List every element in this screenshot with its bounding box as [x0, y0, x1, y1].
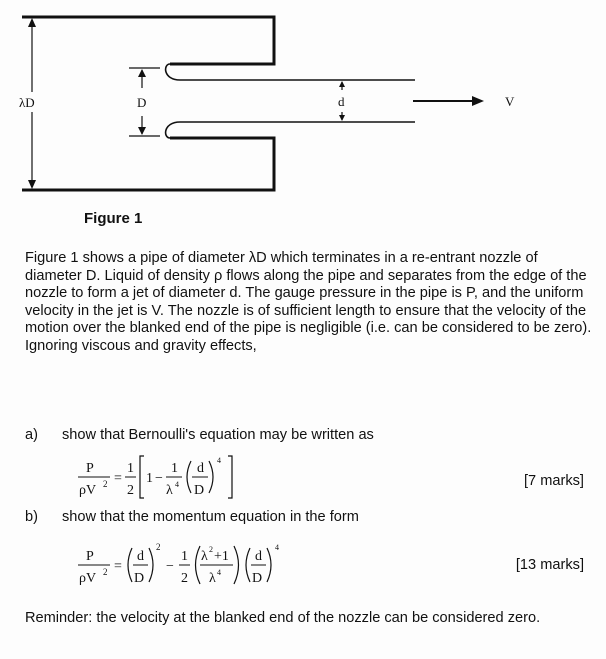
momentum-equation	[78, 540, 308, 590]
eq-b-lam-den: λ	[209, 571, 216, 586]
pipe-wall-upper	[22, 17, 274, 64]
part-a-marks: [7 marks]	[523, 473, 584, 489]
eq-b-lhs-den: ρV	[79, 571, 97, 586]
dim-lambda-d-arrow-down	[28, 180, 36, 189]
eq-b-ratio-exp: 2	[156, 542, 161, 552]
eq-a-lhs-den: ρV	[79, 483, 97, 498]
eq-a-lhs-exp: 2	[103, 479, 108, 489]
eq-a-frac-exp: 4	[175, 480, 179, 489]
eq-a-paren-left	[187, 461, 191, 493]
dim-d-arrow-down	[138, 127, 146, 135]
eq-b-equals: =	[114, 559, 122, 574]
label-jet-diameter: d	[338, 94, 345, 109]
eq-b-minus: −	[166, 559, 174, 574]
dim-jet-arrow-up	[339, 81, 345, 87]
velocity-arrow-head	[472, 96, 484, 106]
pipe-nozzle-figure	[0, 0, 606, 205]
eq-b-paren1-left	[128, 548, 132, 582]
figure-caption: Figure 1	[84, 210, 143, 227]
eq-a-ratio-exp: 4	[217, 456, 221, 465]
part-b-marks: [13 marks]	[515, 557, 584, 573]
eq-b-ratio2-den: D	[252, 571, 263, 586]
eq-b-lam-num: λ	[201, 549, 208, 564]
eq-a-lhs-num: P	[86, 461, 94, 476]
label-lambda-d: λD	[19, 95, 35, 110]
label-velocity: V	[505, 94, 515, 109]
eq-b-ratio2-exp: 4	[275, 543, 279, 552]
dim-d-arrow-up	[138, 69, 146, 77]
eq-a-frac-den: λ	[166, 483, 173, 498]
eq-b-paren3-right	[267, 548, 271, 582]
label-nozzle-diameter: D	[137, 95, 147, 110]
eq-b-paren3-left	[246, 548, 250, 582]
nozzle-lip-lower	[166, 122, 415, 138]
eq-b-paren2-left	[196, 546, 201, 584]
eq-b-paren1-right	[149, 548, 153, 582]
eq-b-lam-num-exp: 2	[209, 545, 213, 554]
eq-a-bracket-left	[140, 456, 144, 498]
eq-b-half-num: 1	[181, 549, 188, 564]
nozzle-lip-upper	[166, 64, 415, 80]
intro-paragraph: Figure 1 shows a pipe of diameter λD which terminates in a re-entrant nozzle of diameter D. Liquid of density ρ flows along the pipe and separates from the edge of the nozzle to form a jet of diameter d. The gauge pressure in the pipe is P, and the uniform velocity in the jet is V. The nozzle is of sufficient length to ensure that the velocity of the motion over the blanked end of the pipe is negligible (i.e. can be considered to be zero). Ignoring viscous and gravity effects,	[25, 250, 592, 354]
eq-b-lhs-num: P	[86, 549, 94, 564]
eq-a-frac-num: 1	[171, 461, 178, 476]
eq-a-minus: −	[155, 471, 163, 486]
eq-a-equals: =	[114, 471, 122, 486]
eq-b-lhs-exp: 2	[103, 567, 108, 577]
reminder-text: Reminder: the velocity at the blanked end of the nozzle can be considered zero.	[25, 610, 541, 626]
dim-jet-arrow-down	[339, 115, 345, 121]
eq-a-paren-right	[209, 461, 213, 493]
eq-b-ratio2-num: d	[255, 549, 262, 564]
part-a-letter: a)	[25, 427, 38, 443]
eq-b-paren2-right	[234, 546, 239, 584]
eq-b-ratio-den: D	[134, 571, 145, 586]
eq-a-half-num: 1	[127, 461, 134, 476]
eq-a-half-den: 2	[127, 483, 134, 498]
eq-a-bracket-right	[228, 456, 232, 498]
eq-b-half-den: 2	[181, 571, 188, 586]
eq-a-ratio-den: D	[194, 483, 205, 498]
pipe-wall-lower	[22, 138, 274, 190]
eq-a-ratio-num: d	[197, 461, 204, 476]
bernoulli-equation	[78, 452, 258, 502]
eq-b-lam-den-exp: 4	[217, 568, 221, 577]
eq-b-ratio-num: d	[137, 549, 144, 564]
eq-b-lam-num-rest: +1	[214, 549, 229, 564]
part-b-text: show that the momentum equation in the form	[62, 509, 359, 525]
dim-lambda-d-arrow-up	[28, 18, 36, 27]
part-b-letter: b)	[25, 509, 38, 525]
eq-a-one: 1	[146, 471, 153, 486]
part-a-text: show that Bernoulli's equation may be written as	[62, 427, 374, 443]
